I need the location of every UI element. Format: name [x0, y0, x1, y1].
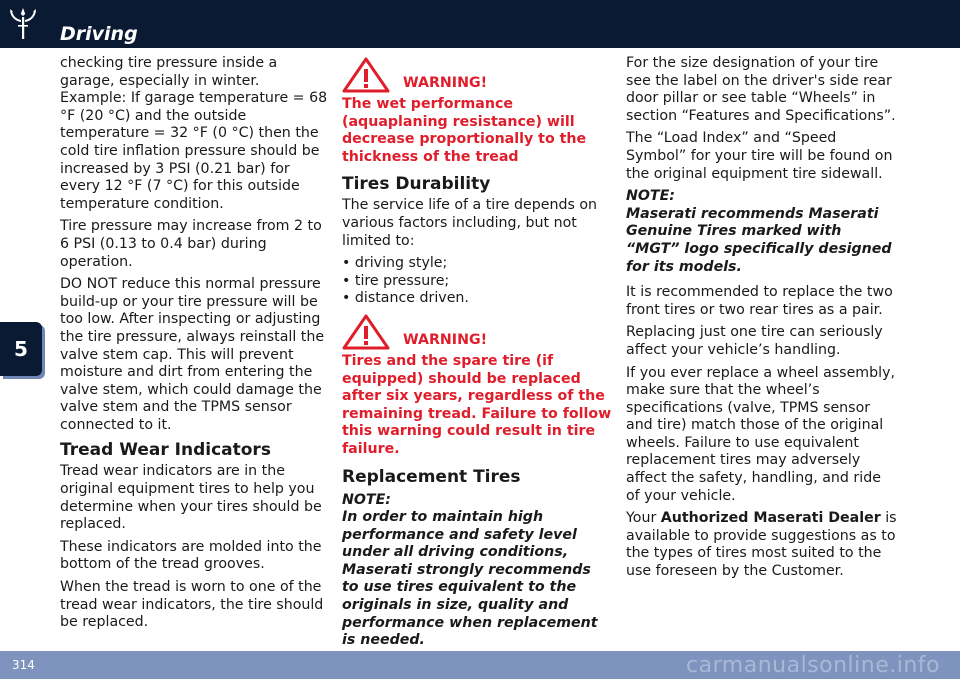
- paragraph: Replacing just one tire can seriously affect your vehicle’s handling.: [626, 324, 883, 358]
- chapter-tab[interactable]: [0, 322, 42, 376]
- maserati-trident-icon: [8, 7, 38, 41]
- warning-text: The wet performance (aquaplaning resistance) will decrease proportionally to the thickness of the tread: [342, 96, 587, 165]
- list-item: • driving style;: [342, 255, 612, 273]
- paragraph: Tread wear indicators are in the original equipment tires to help you determine when your tires should be replaced.: [60, 463, 322, 533]
- watermark: carmanualsonline.info: [686, 653, 940, 678]
- paragraph: For the size designation of your tire see the label on the driver's side rear door pillar or see table “Wheels” in section “Features and Specifications”.: [626, 55, 896, 124]
- list-item: • tire pressure;: [342, 273, 612, 291]
- note-text: In order to maintain high performance and safety level under all driving conditions, Maserati strongly recommends to use tires equivalent to the originals in size, quality and performance when replacement is needed.: [342, 509, 598, 649]
- paragraph: DO NOT reduce this normal pressure build-up or your tire pressure will be too low. After inspecting or adjusting the tire pressure, always reinstall the valve stem cap. This will prevent moisture and dirt from entering the valve stem, which could damage the valve stem and the TPMS sensor connected to it.: [60, 276, 325, 433]
- heading-replacement-tires: Replacement Tires: [342, 466, 521, 487]
- heading-tread-wear: Tread Wear Indicators: [60, 440, 271, 461]
- bullet-list: [342, 255, 612, 308]
- chapter-number: 5: [14, 337, 28, 361]
- paragraph: When the tread is worn to one of the tread wear indicators, the tire should be replaced.: [60, 579, 324, 631]
- paragraph: The service life of a tire depends on various factors including, but not limited to:: [342, 197, 598, 249]
- list-item: • distance driven.: [342, 290, 612, 308]
- heading-tires-durability: Tires Durability: [342, 174, 491, 195]
- text-span: Your: [626, 510, 661, 527]
- note-text: Maserati recommends Maserati Genuine Tires marked with “MGT” logo specifically designed for its models.: [626, 205, 892, 275]
- paragraph: If you ever replace a wheel assembly, make sure that the wheel’s specifications (valve, TPMS sensor and tire) match those of the original wheels. Failure to use equivalent replacement tires may adversely affect the safety, handling, and ride of your vehicle.: [626, 364, 895, 504]
- warning-triangle-icon: [342, 57, 390, 93]
- page-header: [0, 0, 960, 48]
- column-left: [60, 55, 330, 637]
- note-title: NOTE:: [626, 188, 675, 205]
- column-right: [626, 55, 898, 586]
- dealer-name: Authorized Maserati Dealer: [660, 510, 881, 527]
- paragraph: It is recommended to replace the two front tires or two rear tires as a pair.: [626, 284, 893, 318]
- paragraph: These indicators are molded into the bottom of the tread grooves.: [60, 538, 322, 573]
- note-title: NOTE:: [342, 491, 391, 508]
- page-number: 314: [12, 658, 35, 672]
- text-span: is available to provide suggestions as to the types of tires most suited to the use foreseen by the Customer.: [626, 510, 897, 580]
- paragraph: The “Load Index” and “Speed Symbol” for your tire will be found on the original equipment tire sidewall.: [626, 130, 893, 182]
- warning-label: WARNING!: [403, 332, 488, 349]
- note-block: [342, 492, 612, 650]
- warning-triangle-icon: [342, 314, 390, 350]
- warning-label: WARNING!: [403, 75, 488, 92]
- paragraph: [626, 510, 898, 580]
- paragraph: Tire pressure may increase from 2 to 6 PSI (0.13 to 0.4 bar) during operation.: [60, 218, 322, 270]
- section-title: Driving: [60, 23, 138, 45]
- warning-text: Tires and the spare tire (if equipped) should be replaced after six years, regardless of the remaining tread. Failure to follow this warning could result in tire failure.: [342, 352, 612, 457]
- note-block: [626, 188, 898, 276]
- page-footer: [0, 651, 960, 679]
- paragraph: checking tire pressure inside a garage, especially in winter. Example: If garage temperature = 68 °F (20 °C) and the outside temperature = 32 °F (0 °C) then the cold tire inflation pressure should be increased by 3 PSI (0.21 bar) for every 12 °F (7 °C) for this outside temperature condition.: [60, 55, 328, 212]
- warning-header: [342, 57, 612, 93]
- warning-header: [342, 314, 612, 350]
- column-middle: [342, 55, 612, 658]
